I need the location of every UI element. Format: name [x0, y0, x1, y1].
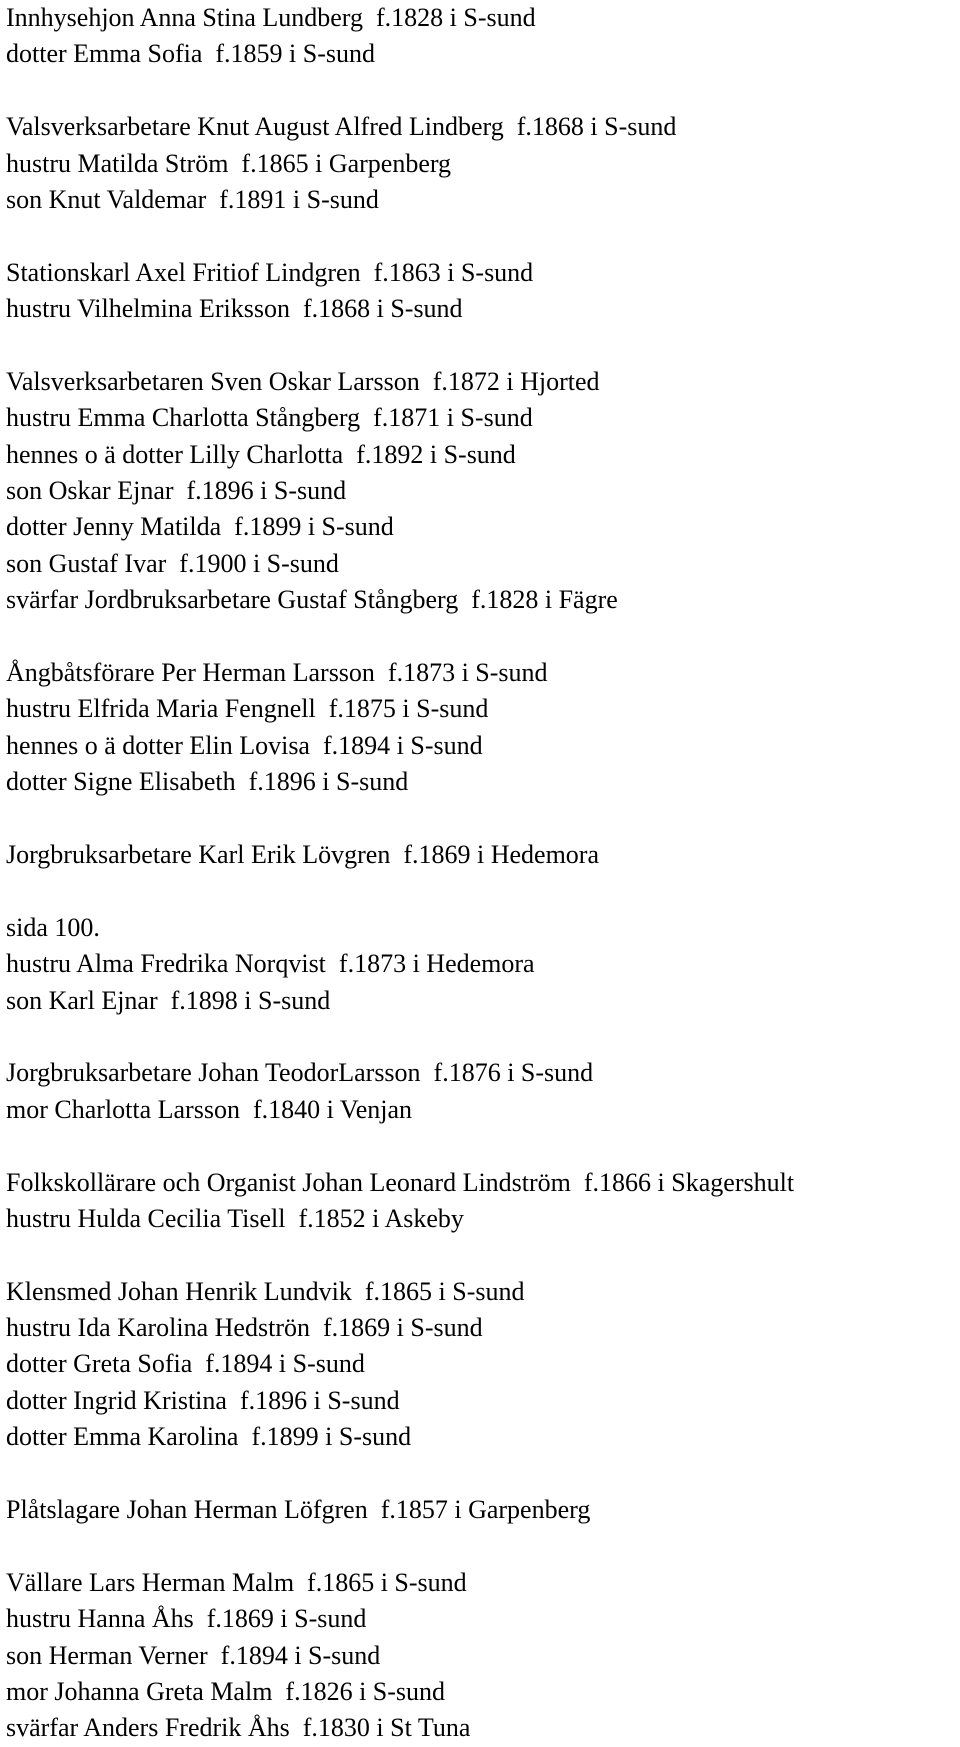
text-line: hennes o ä dotter Elin Lovisa f.1894 i S-sund [6, 730, 483, 760]
text-line: Jorgbruksarbetare Karl Erik Lövgren f.1869 i Hedemora [6, 839, 599, 869]
text-line: hustru Vilhelmina Eriksson f.1868 i S-sund [6, 294, 463, 324]
text-line: Klensmed Johan Henrik Lundvik f.1865 i S-sund [6, 1276, 525, 1306]
text-line: hustru Alma Fredrika Norqvist f.1873 i Hedemora [6, 949, 535, 979]
text-line: hustru Matilda Ström f.1865 i Garpenberg [6, 148, 452, 178]
blank-line [6, 1456, 960, 1492]
text-line: hustru Hulda Cecilia Tisell f.1852 i Askeby [6, 1203, 464, 1233]
text-line: Ångbåtsförare Per Herman Larsson f.1873 i S-sund [6, 658, 548, 688]
blank-line [6, 619, 960, 655]
text-line: hustru Hanna Åhs f.1869 i S-sund [6, 1604, 367, 1634]
blank-line [6, 73, 960, 109]
text-line: Jorgbruksarbetare Johan TeodorLarsson f.1876 i S-sund [6, 1058, 594, 1088]
blank-line [6, 1128, 960, 1164]
text-line: dotter Emma Sofia f.1859 i S-sund [6, 39, 376, 69]
text-line: son Knut Valdemar f.1891 i S-sund [6, 184, 379, 214]
text-line: son Herman Verner f.1894 i S-sund [6, 1640, 381, 1670]
page-marker: sida 100. [6, 912, 100, 942]
text-line: hennes o ä dotter Lilly Charlotta f.1892 i S-sund [6, 439, 516, 469]
text-line: dotter Emma Karolina f.1899 i S-sund [6, 1422, 412, 1452]
text-line: hustru Ida Karolina Hedströn f.1869 i S-sund [6, 1313, 483, 1343]
text-line: hustru Elfrida Maria Fengnell f.1875 i S-sund [6, 694, 489, 724]
text-line: son Karl Ejnar f.1898 i S-sund [6, 985, 331, 1015]
text-line: hustru Emma Charlotta Stångberg f.1871 i S-sund [6, 403, 533, 433]
text-line: Folkskollärare och Organist Johan Leonard Lindström f.1866 i Skagershult [6, 1167, 795, 1197]
blank-line [6, 1237, 960, 1273]
text-line: son Gustaf Ivar f.1900 i S-sund [6, 548, 339, 578]
text-line: Vällare Lars Herman Malm f.1865 i S-sund [6, 1567, 467, 1597]
text-line: svärfar Anders Fredrik Åhs f.1830 i St Tuna [6, 1713, 471, 1743]
text-line: Valsverksarbetaren Sven Oskar Larsson f.1872 i Hjorted [6, 366, 600, 396]
text-line: mor Charlotta Larsson f.1840 i Venjan [6, 1094, 413, 1124]
blank-line [6, 801, 960, 837]
blank-line [6, 218, 960, 254]
blank-line [6, 1528, 960, 1564]
text-line: Valsverksarbetare Knut August Alfred Lindberg f.1868 i S-sund [6, 112, 677, 142]
text-line: dotter Jenny Matilda f.1899 i S-sund [6, 512, 394, 542]
text-line: mor Johanna Greta Malm f.1826 i S-sund [6, 1676, 446, 1706]
text-line: Stationskarl Axel Fritiof Lindgren f.1863 i S-sund [6, 257, 534, 287]
text-line: dotter Signe Elisabeth f.1896 i S-sund [6, 767, 409, 797]
text-line: Innhysehjon Anna Stina Lundberg f.1828 i S-sund [6, 3, 536, 32]
text-line: son Oskar Ejnar f.1896 i S-sund [6, 476, 347, 506]
blank-line [6, 1019, 960, 1055]
blank-line [6, 873, 960, 909]
text-line: svärfar Jordbruksarbetare Gustaf Stångberg f.1828 i Fägre [6, 585, 618, 615]
blank-line [6, 328, 960, 364]
text-line: dotter Greta Sofia f.1894 i S-sund [6, 1349, 365, 1379]
text-line: Plåtslagare Johan Herman Löfgren f.1857 i Garpenberg [6, 1495, 591, 1525]
text-line: dotter Ingrid Kristina f.1896 i S-sund [6, 1385, 400, 1415]
